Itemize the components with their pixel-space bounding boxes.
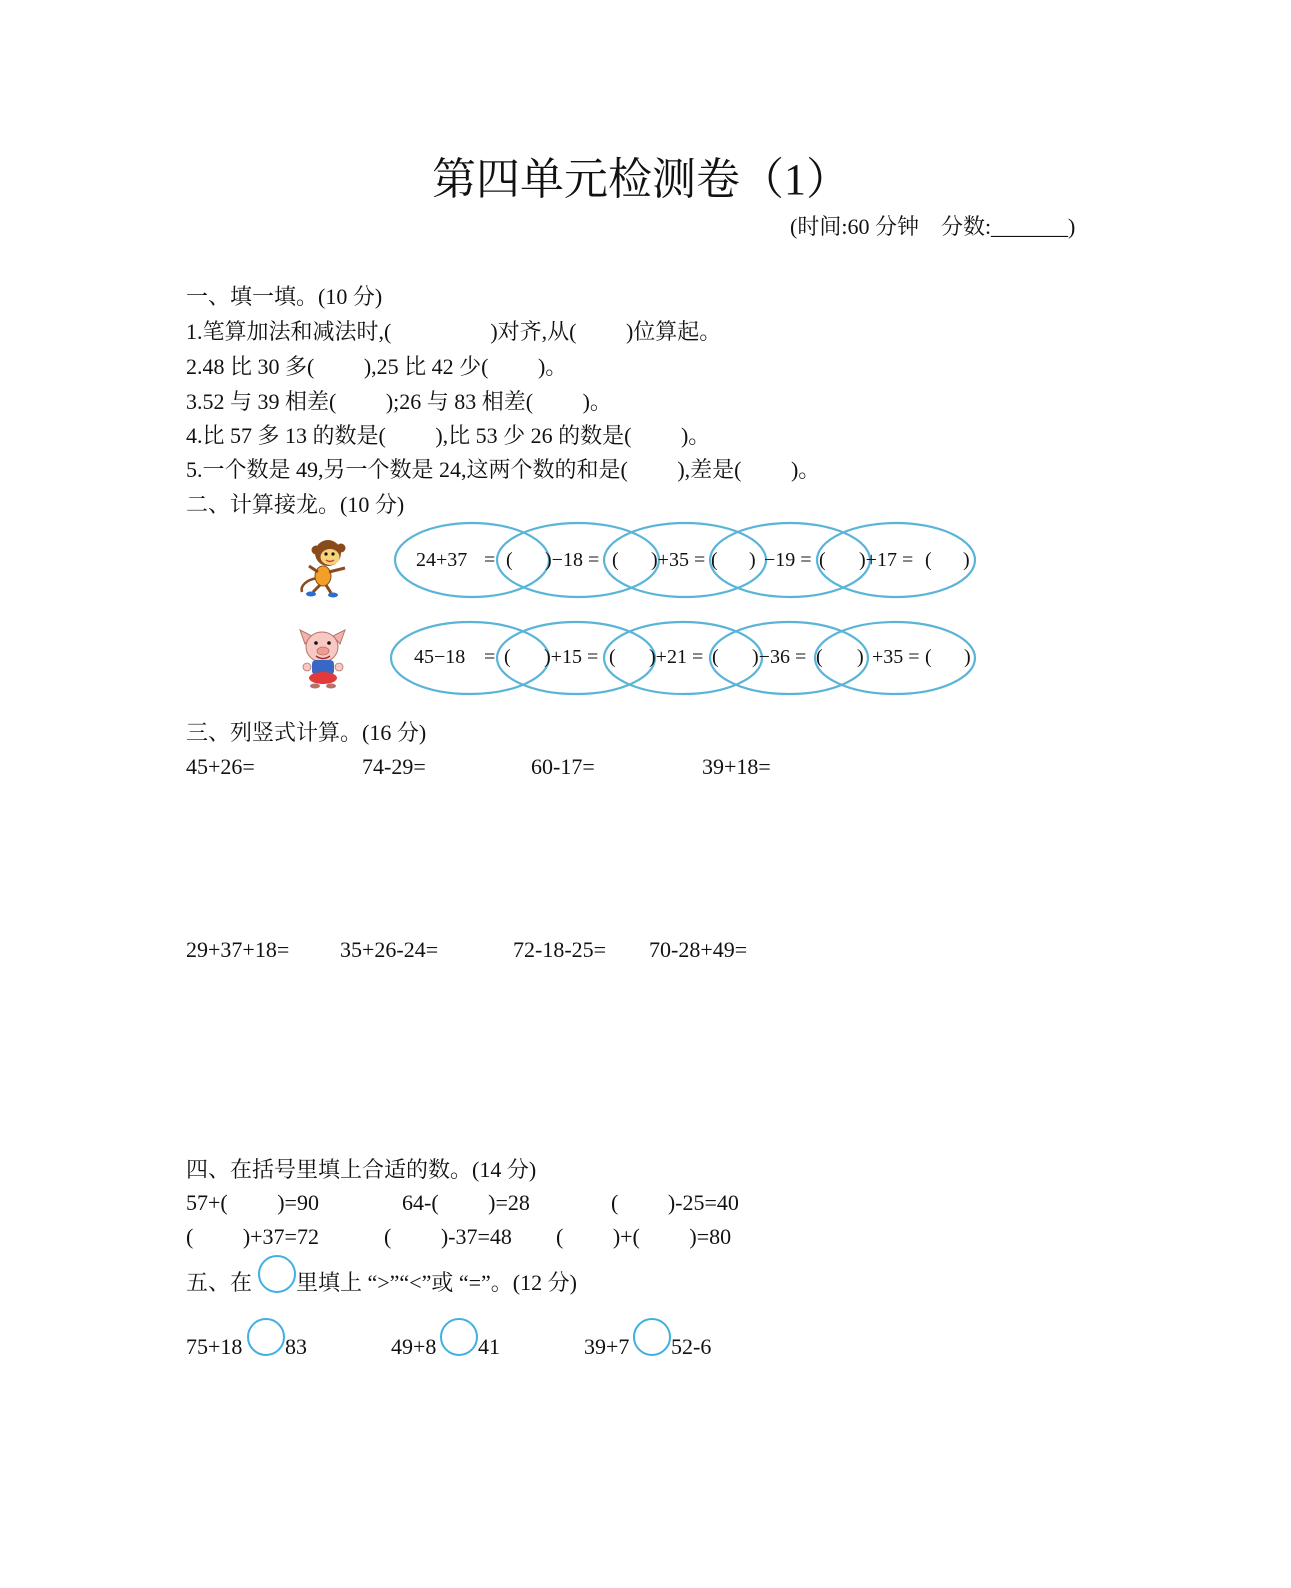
compare-circle-1 [248, 1319, 284, 1355]
time-score-line: (时间:60 分钟 分数:_______) [790, 214, 1076, 239]
heading-blank-circle [259, 1256, 295, 1292]
vertical-calc-item: 39+18= [702, 754, 771, 779]
chain2-token: )+15 = [544, 646, 599, 668]
fill-number-item: ( )+( )=80 [556, 1224, 732, 1249]
compare-circle-3 [634, 1319, 670, 1355]
chain1-token: ( [612, 549, 619, 571]
compare-left-1: 75+18 [186, 1334, 243, 1359]
chain2-token: ( [609, 646, 616, 668]
chain2-token: = [484, 646, 496, 668]
chain2-token: ( [816, 646, 823, 668]
chain1-token: )−18 = [545, 549, 600, 571]
chain2-token: ( [925, 646, 932, 668]
section1-item-4: 4.比 57 多 13 的数是( ),比 53 少 26 的数是( )。 [186, 423, 711, 448]
fill-number-item: ( )-37=48 [384, 1224, 512, 1249]
vertical-calc-item: 29+37+18= [186, 937, 290, 962]
section1-item-1: 1.笔算加法和减法时,( )对齐,从( )位算起。 [186, 319, 722, 344]
fill-number-item: ( )-25=40 [611, 1190, 739, 1215]
pig-icon [300, 630, 345, 689]
fill-number-item: ( )+37=72 [186, 1224, 319, 1249]
section1-item-5: 5.一个数是 49,另一个数是 24,这两个数的和是( ),差是( )。 [186, 457, 821, 482]
chain1-token: ( [819, 549, 826, 571]
monkey-icon [302, 540, 346, 598]
chain1-token: )+17 = [859, 549, 914, 571]
chain2-token: )+21 = [649, 646, 704, 668]
chain1-token: −19 = [764, 549, 812, 571]
fill-number-item: 64-( )=28 [402, 1190, 530, 1215]
chain2-start: 45−18 [414, 646, 466, 668]
section1-item-3: 3.52 与 39 相差( );26 与 83 相差( )。 [186, 389, 612, 414]
fill-number-item: 57+( )=90 [186, 1190, 319, 1215]
chain1-token: = [484, 549, 496, 571]
vertical-calc-item: 70-28+49= [649, 937, 748, 962]
vertical-calc-item: 35+26-24= [340, 937, 439, 962]
compare-right-3: 52-6 [671, 1334, 712, 1359]
compare-left-3: 39+7 [584, 1334, 630, 1359]
chain2-token: )−36 = [752, 646, 807, 668]
section1-heading: 一、填一填。(10 分) [186, 284, 383, 309]
vertical-calc-item: 60-17= [531, 754, 595, 779]
chain1-token: )+35 = [651, 549, 706, 571]
compare-circle-2 [441, 1319, 477, 1355]
section4-heading: 四、在括号里填上合适的数。(14 分) [186, 1157, 537, 1182]
vertical-calc-item: 45+26= [186, 754, 255, 779]
chain1-token: ( [711, 549, 718, 571]
chain2-token: ( [504, 646, 511, 668]
compare-left-2: 49+8 [391, 1334, 437, 1359]
chain1-token: ( [925, 549, 932, 571]
chain1-token: ( [506, 549, 513, 571]
compare-right-2: 41 [478, 1334, 500, 1359]
section5-heading-end: 里填上 “>”“<”或 “=”。(12 分) [296, 1270, 577, 1295]
page-title: 第四单元检测卷（1） [432, 155, 850, 204]
section1-item-2: 2.48 比 30 多( ),25 比 42 少( )。 [186, 354, 568, 379]
compare-right-1: 83 [285, 1334, 307, 1359]
chain2-token: ) [857, 646, 864, 668]
section5-heading-start: 五、在 [186, 1270, 253, 1295]
chain2-token: ) [964, 646, 971, 668]
vertical-calc-item: 72-18-25= [513, 937, 607, 962]
section2-heading: 二、计算接龙。(10 分) [186, 492, 405, 517]
chain2-token: ( [712, 646, 719, 668]
chain1-start: 24+37 [416, 549, 468, 571]
chain1-token: ) [749, 549, 756, 571]
vertical-calc-item: 74-29= [362, 754, 426, 779]
chain1-token: ) [963, 549, 970, 571]
chain2-token: +35 = [872, 646, 920, 668]
section3-heading: 三、列竖式计算。(16 分) [186, 720, 427, 745]
